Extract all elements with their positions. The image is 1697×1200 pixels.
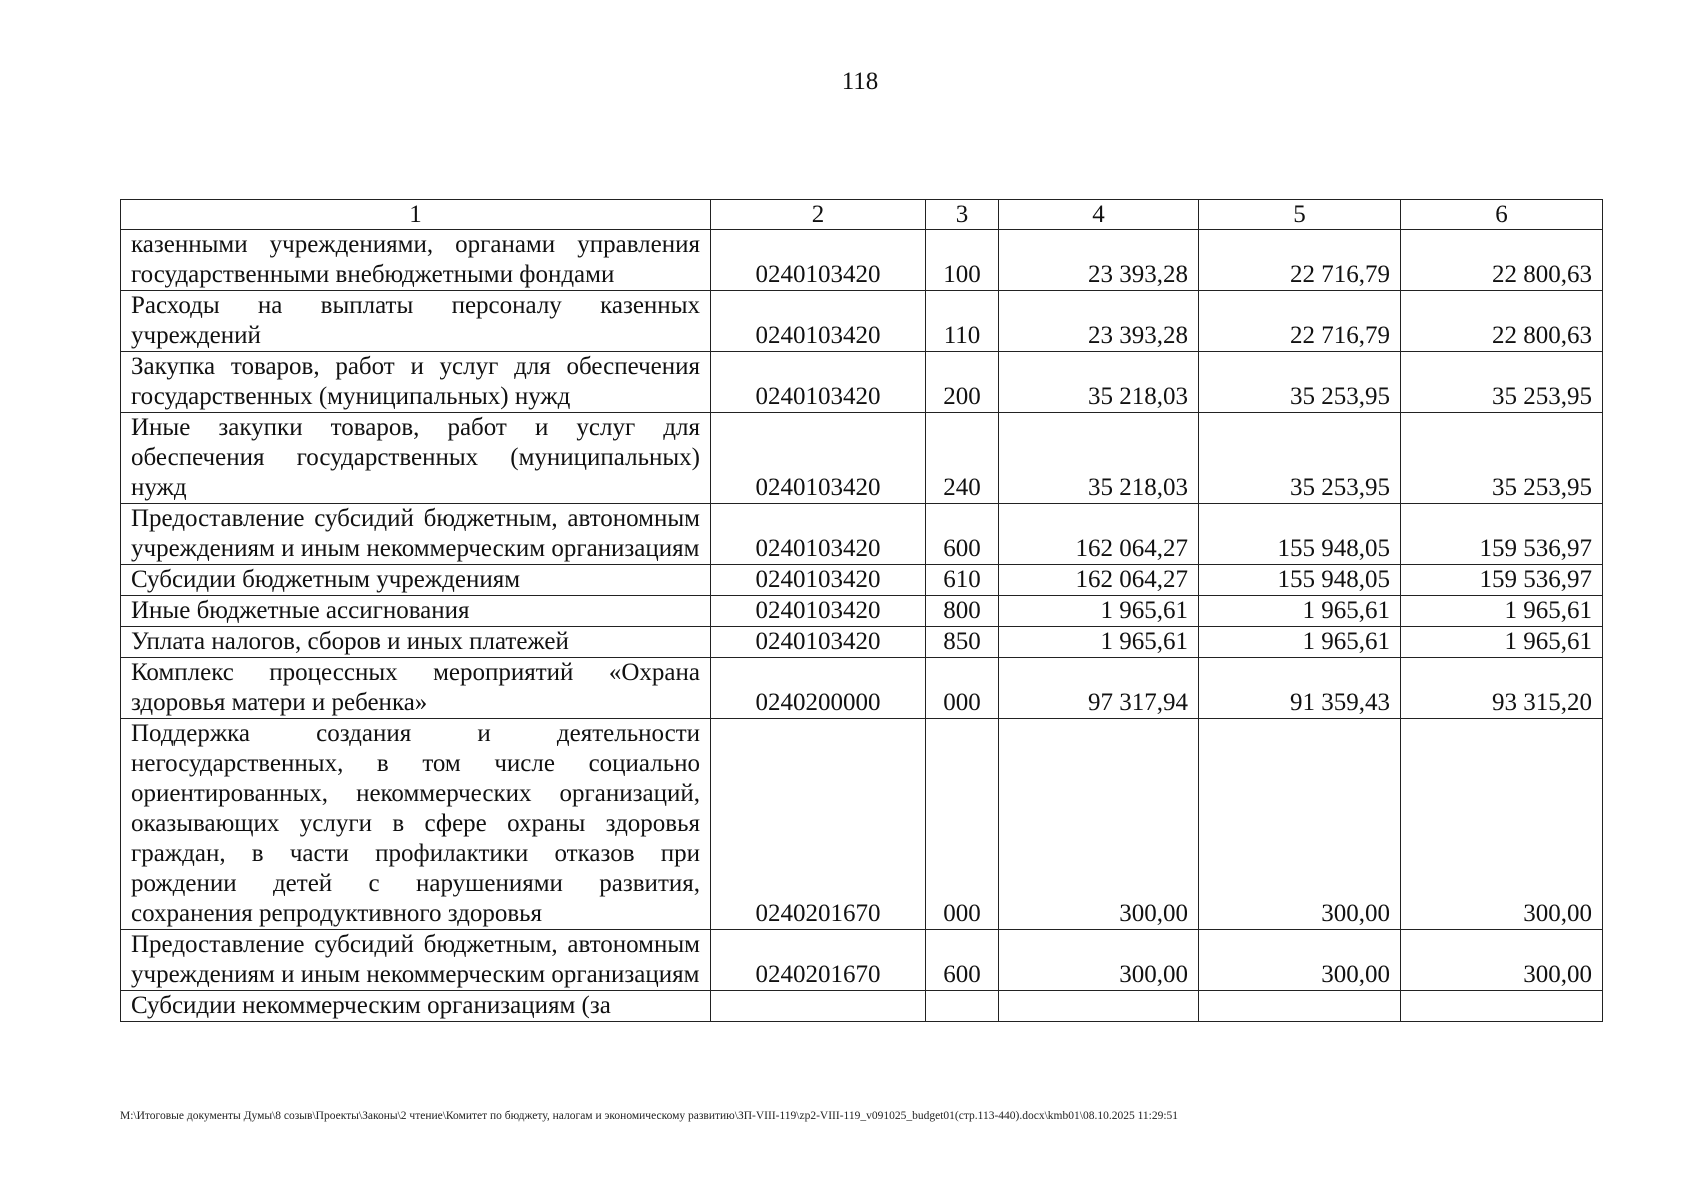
- target-article-cell: 0240103420: [711, 413, 926, 504]
- amount-year2-cell: 300,00: [1199, 930, 1401, 991]
- column-header: 2: [711, 200, 926, 230]
- target-article-cell: 0240103420: [711, 291, 926, 352]
- amount-year2-cell: 35 253,95: [1199, 413, 1401, 504]
- table-row: [121, 352, 1603, 413]
- row-name-cell: Закупка товаров, работ и услуг для обеспечения государственных (муниципальных) нужд: [121, 352, 711, 413]
- amount-year1-cell: 23 393,28: [999, 291, 1199, 352]
- row-name-cell: Уплата налогов, сборов и иных платежей: [121, 627, 711, 658]
- expense-type-cell: 110: [926, 291, 999, 352]
- table-row: [121, 230, 1603, 291]
- table-row: [121, 565, 1603, 596]
- expense-type-cell: 240: [926, 413, 999, 504]
- amount-year3-cell: 35 253,95: [1401, 352, 1603, 413]
- amount-year1-cell: 1 965,61: [999, 596, 1199, 627]
- amount-year3-cell: 22 800,63: [1401, 291, 1603, 352]
- expense-type-cell: 000: [926, 658, 999, 719]
- target-article-cell: 0240103420: [711, 504, 926, 565]
- amount-year1-cell: 300,00: [999, 930, 1199, 991]
- amount-year1-cell: [999, 991, 1199, 1022]
- row-name-cell: Комплекс процессных мероприятий «Охрана здоровья матери и ребенка»: [121, 658, 711, 719]
- column-header: 3: [926, 200, 999, 230]
- row-name-cell: Предоставление субсидий бюджетным, автономным учреждениям и иным некоммерческим организациям: [121, 930, 711, 991]
- table-row: [121, 627, 1603, 658]
- expense-type-cell: 600: [926, 930, 999, 991]
- target-article-cell: 0240103420: [711, 352, 926, 413]
- amount-year1-cell: 97 317,94: [999, 658, 1199, 719]
- column-number-header-row: [121, 200, 1603, 230]
- amount-year1-cell: 300,00: [999, 719, 1199, 930]
- column-header: 6: [1401, 200, 1603, 230]
- column-header: 4: [999, 200, 1199, 230]
- table-row: [121, 930, 1603, 991]
- amount-year2-cell: 91 359,43: [1199, 658, 1401, 719]
- budget-table: [120, 199, 1603, 1022]
- amount-year3-cell: 300,00: [1401, 719, 1603, 930]
- target-article-cell: 0240103420: [711, 565, 926, 596]
- row-name-cell: казенными учреждениями, органами управления государственными внебюджетными фондами: [121, 230, 711, 291]
- row-name-cell: Иные закупки товаров, работ и услуг для обеспечения государственных (муниципальных) нужд: [121, 413, 711, 504]
- amount-year3-cell: 22 800,63: [1401, 230, 1603, 291]
- table-row: [121, 658, 1603, 719]
- amount-year1-cell: 35 218,03: [999, 352, 1199, 413]
- amount-year2-cell: 155 948,05: [1199, 565, 1401, 596]
- amount-year1-cell: 35 218,03: [999, 413, 1199, 504]
- file-path-footer: M:\Итоговые документы Думы\8 созыв\Проекты\Законы\2 чтение\Комитет по бюджету, налогам и экономическому развитию\ЗП-VIII-119\zp2-VIII-119_v091025_budget01(стр.113-440).docx\kmb01\08.10.2025 11:29:51: [120, 1110, 1179, 1122]
- amount-year1-cell: 162 064,27: [999, 504, 1199, 565]
- expense-type-cell: 200: [926, 352, 999, 413]
- amount-year3-cell: [1401, 991, 1603, 1022]
- amount-year2-cell: 155 948,05: [1199, 504, 1401, 565]
- target-article-cell: 0240103420: [711, 596, 926, 627]
- amount-year2-cell: 35 253,95: [1199, 352, 1401, 413]
- target-article-cell: 0240201670: [711, 930, 926, 991]
- expense-type-cell: 100: [926, 230, 999, 291]
- column-header: 5: [1199, 200, 1401, 230]
- row-name-cell: Предоставление субсидий бюджетным, автономным учреждениям и иным некоммерческим организациям: [121, 504, 711, 565]
- amount-year3-cell: 1 965,61: [1401, 627, 1603, 658]
- amount-year3-cell: 1 965,61: [1401, 596, 1603, 627]
- row-name-cell: Субсидии некоммерческим организациям (за: [121, 991, 711, 1022]
- amount-year3-cell: 300,00: [1401, 930, 1603, 991]
- expense-type-cell: [926, 991, 999, 1022]
- table-row: [121, 719, 1603, 930]
- target-article-cell: 0240200000: [711, 658, 926, 719]
- amount-year2-cell: 1 965,61: [1199, 596, 1401, 627]
- amount-year1-cell: 23 393,28: [999, 230, 1199, 291]
- expense-type-cell: 610: [926, 565, 999, 596]
- table-row: [121, 413, 1603, 504]
- row-name-cell: Поддержка создания и деятельности негосударственных, в том числе социально ориентированных, некоммерческих организаций, оказывающих услуги в сфере охраны здоровья граждан, в части профилактики отказов при рождении детей с нарушениями развития, сохранения репродуктивного здоровья: [121, 719, 711, 930]
- amount-year3-cell: 93 315,20: [1401, 658, 1603, 719]
- table-row: [121, 991, 1603, 1022]
- expense-type-cell: 800: [926, 596, 999, 627]
- row-name-cell: Расходы на выплаты персоналу казенных учреждений: [121, 291, 711, 352]
- amount-year2-cell: [1199, 991, 1401, 1022]
- target-article-cell: 0240103420: [711, 627, 926, 658]
- row-name-cell: Иные бюджетные ассигнования: [121, 596, 711, 627]
- table-row: [121, 504, 1603, 565]
- target-article-cell: 0240201670: [711, 719, 926, 930]
- table-row: [121, 291, 1603, 352]
- table-row: [121, 596, 1603, 627]
- expense-type-cell: 000: [926, 719, 999, 930]
- amount-year1-cell: 1 965,61: [999, 627, 1199, 658]
- target-article-cell: [711, 991, 926, 1022]
- amount-year1-cell: 162 064,27: [999, 565, 1199, 596]
- page-number: 118: [841, 68, 879, 95]
- row-name-cell: Субсидии бюджетным учреждениям: [121, 565, 711, 596]
- amount-year3-cell: 35 253,95: [1401, 413, 1603, 504]
- amount-year3-cell: 159 536,97: [1401, 565, 1603, 596]
- expense-type-cell: 850: [926, 627, 999, 658]
- column-header: 1: [121, 200, 711, 230]
- amount-year3-cell: 159 536,97: [1401, 504, 1603, 565]
- amount-year2-cell: 22 716,79: [1199, 291, 1401, 352]
- amount-year2-cell: 300,00: [1199, 719, 1401, 930]
- expense-type-cell: 600: [926, 504, 999, 565]
- amount-year2-cell: 1 965,61: [1199, 627, 1401, 658]
- target-article-cell: 0240103420: [711, 230, 926, 291]
- amount-year2-cell: 22 716,79: [1199, 230, 1401, 291]
